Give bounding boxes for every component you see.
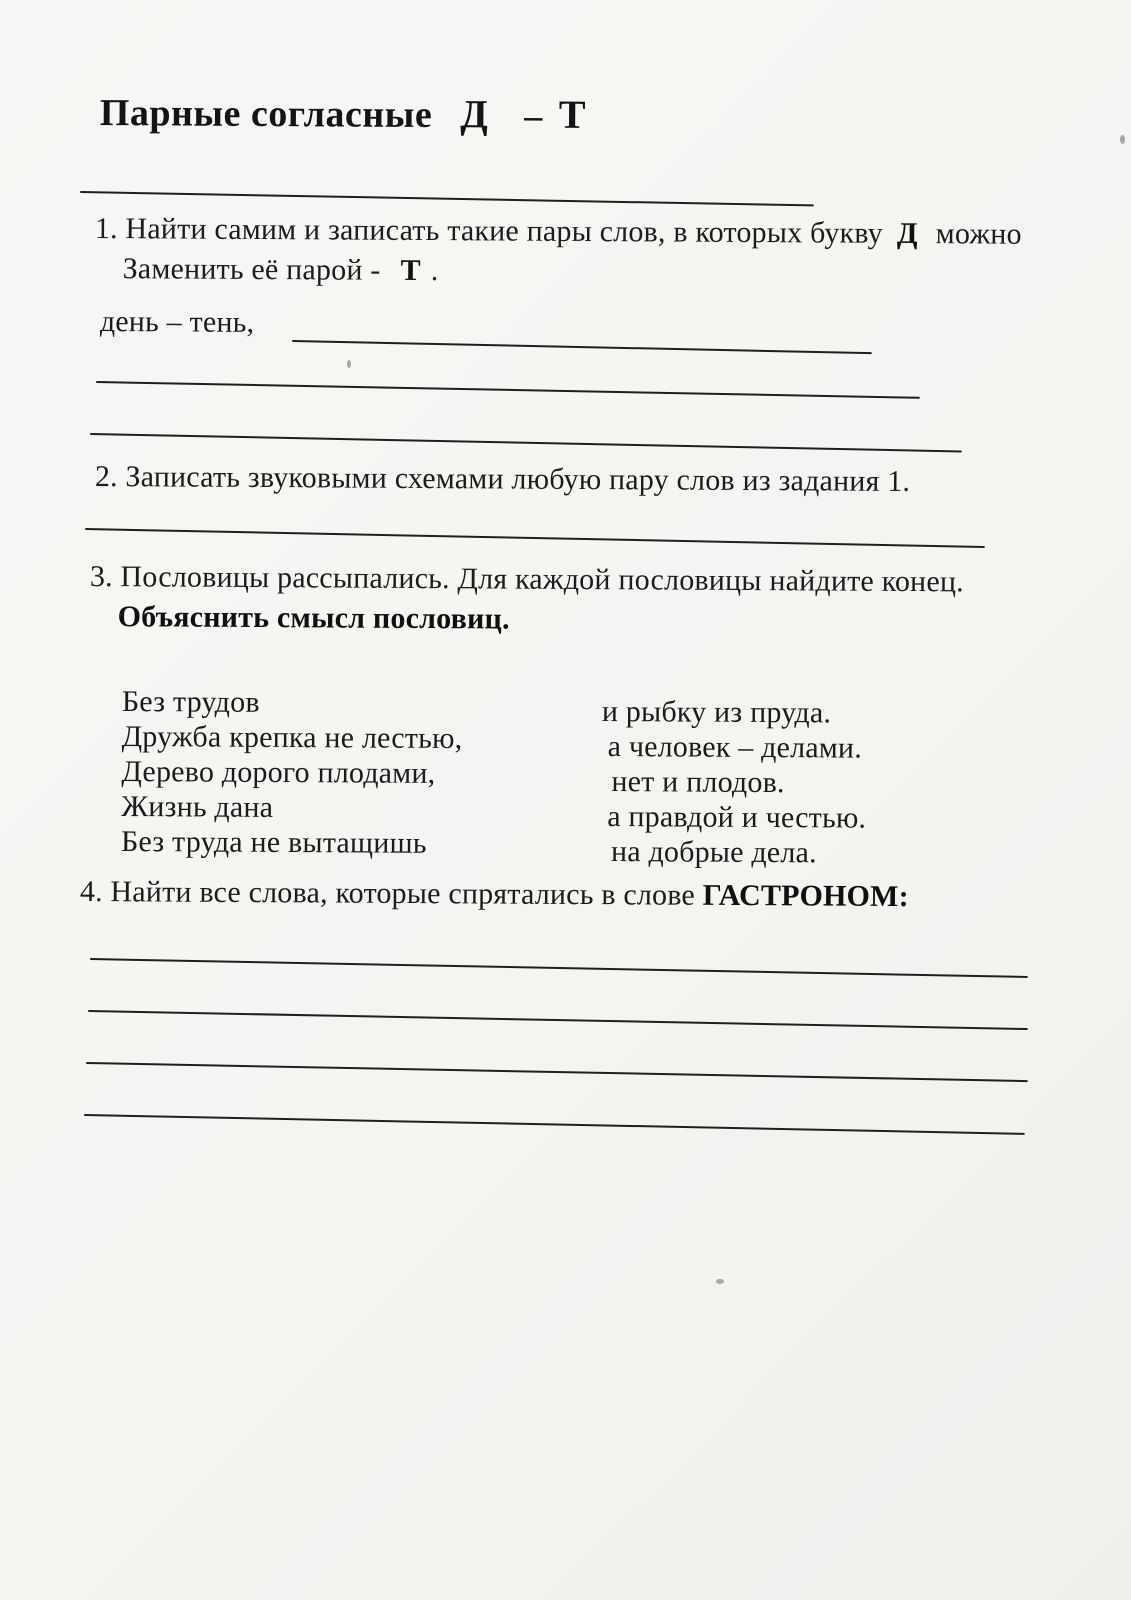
task1-letter-t: Т	[400, 253, 421, 287]
proverbs-right-column	[601, 694, 867, 871]
answer-line-3	[85, 528, 985, 548]
scan-speck	[716, 1279, 724, 1284]
answer-line-6	[86, 1062, 1028, 1082]
task3-text	[90, 557, 964, 642]
answer-line-5	[88, 1010, 1028, 1030]
task1-example: день – тень,	[99, 304, 255, 339]
title-divider-line	[80, 191, 814, 206]
title-letter-t: Т	[558, 91, 587, 137]
answer-line-1	[96, 381, 920, 399]
task1-text	[95, 209, 1022, 295]
proverb-end: а человек – делами.	[607, 730, 863, 765]
task4-keyword: ГАСТРОНОМ:	[702, 878, 909, 914]
proverb-end: нет и плодов.	[611, 765, 785, 800]
proverb-end: на добрые дела.	[610, 835, 817, 870]
task1-letter-d: Д	[896, 216, 918, 251]
task2-text: 2. Записать звуковыми схемами любую пару слов из задания 1.	[94, 459, 911, 498]
title-letter-d: Д	[460, 91, 489, 137]
answer-line-7	[84, 1114, 1025, 1135]
answer-line-2	[90, 433, 962, 453]
proverb-start: Дерево дорого плодами,	[121, 754, 436, 790]
task1-line1: 1. Найти самим и записать такие пары слов, в которых букву Д можно	[94, 211, 1022, 251]
task3-line1: 3. Пословицы рассыпались. Для каждой пословицы найдите конец.	[89, 559, 964, 599]
answer-line-example	[292, 340, 872, 354]
task1-line2: Заменить её парой - Т .	[122, 252, 439, 288]
proverb-start: Жизнь дана	[121, 789, 274, 824]
task4-text: 4. Найти все слова, которые спрятались в слове ГАСТРОНОМ:	[79, 874, 909, 914]
task3-line2: Объяснить смысл пословиц.	[117, 600, 510, 636]
proverb-start: Дружба крепка не лестью,	[121, 719, 463, 756]
proverbs-left-column	[121, 684, 463, 861]
answer-line-4	[90, 958, 1028, 978]
task1-number: 1.	[94, 211, 118, 246]
scan-speck	[1120, 135, 1125, 144]
page-title	[100, 88, 586, 138]
proverb-start: Без труда не вытащишь	[120, 824, 427, 860]
title-dash: –	[524, 95, 543, 136]
task2-number: 2.	[94, 459, 118, 494]
proverb-end: и рыбку из пруда.	[601, 695, 832, 730]
title-text: Парные согласные	[99, 91, 433, 137]
proverb-end: а правдой и честью.	[607, 800, 867, 835]
task3-number: 3.	[89, 559, 113, 594]
scan-speck	[347, 360, 351, 368]
task4-number: 4.	[79, 874, 103, 909]
proverb-start: Без трудов	[121, 685, 260, 719]
